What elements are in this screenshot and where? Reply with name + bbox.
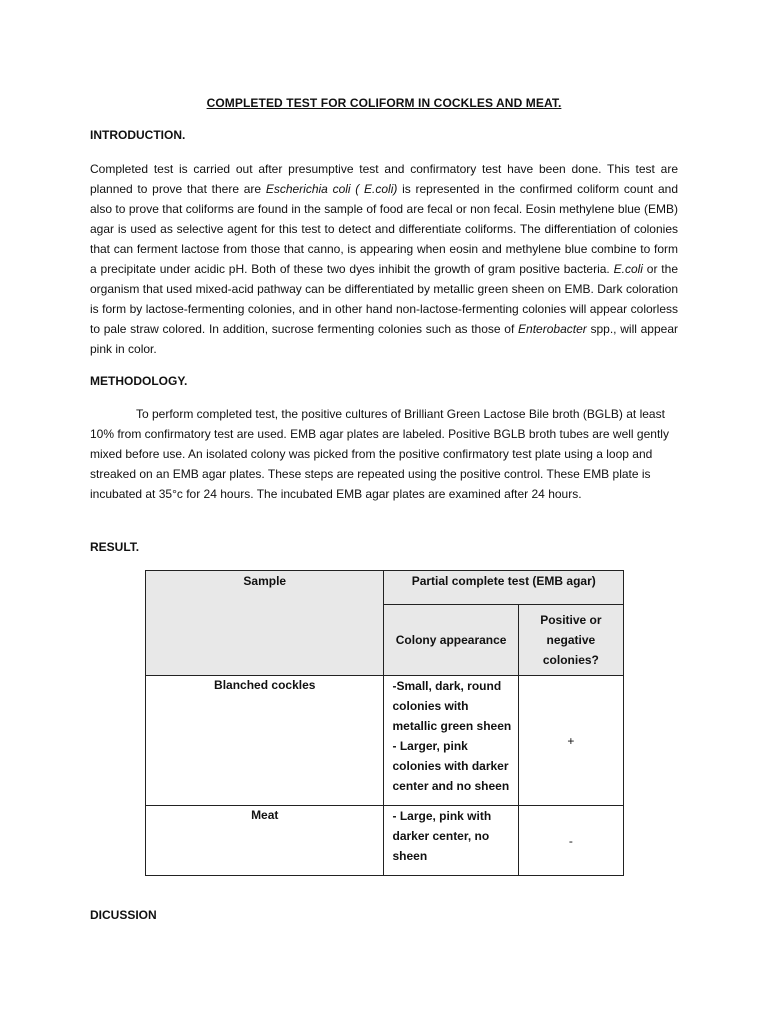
header-colony-appearance: Colony appearance bbox=[384, 605, 518, 676]
colony-line: metallic green sheen bbox=[392, 719, 512, 733]
document-title: COMPLETED TEST FOR COLIFORM IN COCKLES AND MEAT. bbox=[206, 96, 562, 110]
introduction-paragraph bbox=[90, 159, 678, 359]
colony-appearance-cell bbox=[384, 806, 518, 876]
introduction-heading: INTRODUCTION. bbox=[90, 128, 186, 142]
intro-text-2: is represented in the confirmed coliform count and also to prove that coliforms are found in the sample of food are fecal or non fecal. Eosin methylene blue (EMB) agar is used as selective agent for this test to detect and differentiate coliforms. The differentiation of colonies that can ferment lactose from those that canno, is appearing when eosin and methylene blue combine to form a precipitate under acidic pH. Both of these two dyes inhibit the growth of gram positive bacteria. bbox=[90, 182, 678, 276]
intro-italic-ecoli-2: E.coli bbox=[613, 262, 643, 276]
intro-text-3: or the organism that used mixed-acid pathway can be differentiated by metallic green sheen on EMB. Dark coloration is form by lactose-fermenting colonies, and in other hand non-lactose-fermenting colonies will appear colorless to pale straw colored. In addition, sucrose fermenting colonies such as those of bbox=[90, 262, 678, 336]
discussion-heading: DICUSSION bbox=[90, 908, 157, 922]
colony-line: - Large, pink with bbox=[392, 809, 492, 823]
colony-line: - Larger, pink bbox=[392, 739, 468, 753]
colony-line: darker center, no bbox=[392, 829, 490, 843]
header-positive-negative: Positive or negative colonies? bbox=[518, 605, 623, 676]
colony-line: -Small, dark, round bbox=[392, 679, 502, 693]
intro-text-4: spp., will appear pink in color. bbox=[90, 322, 678, 356]
colony-line: colonies with bbox=[392, 699, 469, 713]
colony-line: colonies with darker bbox=[392, 759, 509, 773]
header-sample: Sample bbox=[146, 571, 384, 676]
result-heading: RESULT. bbox=[90, 540, 140, 554]
colony-line: center and no sheen bbox=[392, 779, 510, 793]
result-cell: + bbox=[518, 676, 623, 806]
intro-text-1: Completed test is carried out after presumptive test and confirmatory test have been done. This test are planned to prove that there are bbox=[90, 162, 678, 196]
methodology-paragraph: To perform completed test, the positive cultures of Brilliant Green Lactose Bile broth (BGLB) at least 10% from confirmatory test are used. EMB agar plates are labeled. Positive BGLB broth tubes are well gently mixed before use. An isolated colony was picked from the positive confirmatory test plate using a loop and streaked on an EMB agar plates. These steps are repeated using the positive control. These EMB plate is incubated at 35°c for 24 hours. The incubated EMB agar plates are examined after 24 hours. bbox=[90, 407, 669, 501]
intro-italic-ecoli: Escherichia coli ( E.coli) bbox=[265, 182, 398, 196]
sample-cell: Blanched cockles bbox=[146, 676, 384, 806]
table-row bbox=[146, 676, 624, 806]
methodology-heading: METHODOLOGY. bbox=[90, 374, 188, 388]
result-cell: - bbox=[518, 806, 623, 876]
intro-italic-enterobacter: Enterobacter bbox=[518, 322, 587, 336]
table-row bbox=[146, 806, 624, 876]
colony-appearance-cell bbox=[384, 676, 518, 806]
table-header-row bbox=[146, 571, 624, 605]
header-partial-complete-test: Partial complete test (EMB agar) bbox=[384, 571, 624, 605]
colony-line: sheen bbox=[392, 849, 428, 863]
result-table bbox=[145, 570, 624, 876]
sample-cell: Meat bbox=[146, 806, 384, 876]
